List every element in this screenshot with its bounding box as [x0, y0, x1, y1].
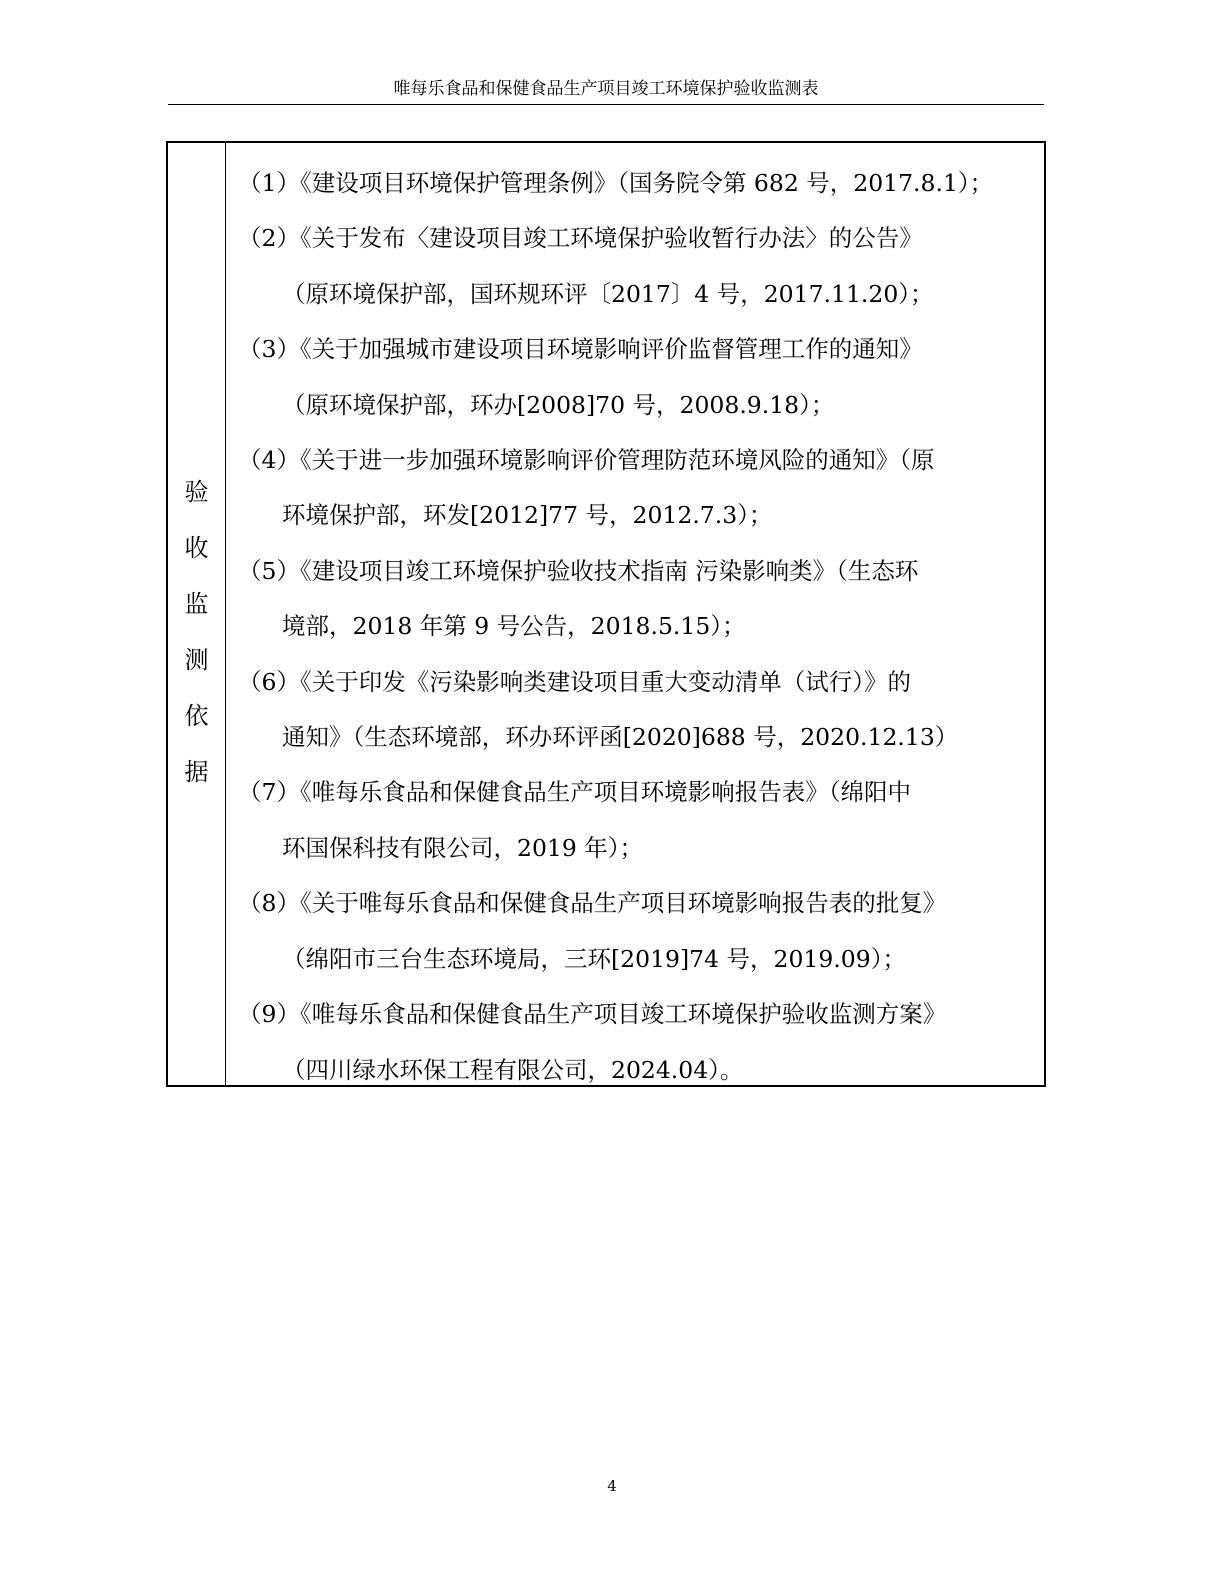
- reference-line-continuation: 通知》（生态环境部，环办环评函[2020]688 号，2020.12.13）: [282, 723, 959, 752]
- label-char: 据: [184, 758, 209, 786]
- reference-line-continuation: （原环境保护部，环办[2008]70 号，2008.9.18）；: [282, 390, 835, 419]
- basis-table: [166, 141, 1046, 1087]
- label-char: 监: [184, 590, 209, 618]
- page-number: 4: [607, 1477, 617, 1495]
- page-header-title: 唯每乐食品和保健食品生产项目竣工环境保护验收监测表: [393, 79, 819, 99]
- reference-line-continuation: 环境保护部，环发[2012]77 号，2012.7.3）；: [282, 501, 773, 530]
- basis-label-cell: [168, 143, 226, 1085]
- reference-line: （7）《唯每乐食品和保健食品生产项目环境影响报告表》（绵阳中: [238, 778, 911, 807]
- reference-line: （8）《关于唯每乐食品和保健食品生产项目环境影响报告表的批复》: [238, 889, 947, 918]
- reference-line-continuation: 境部，2018 年第 9 号公告，2018.5.15）；: [282, 612, 746, 641]
- reference-line-continuation: （原环境保护部，国环规环评〔2017〕4 号，2017.11.20）；: [282, 279, 934, 308]
- reference-line: （6）《关于印发《污染影响类建设项目重大变动清单（试行）》的: [238, 667, 911, 696]
- label-char: 收: [184, 534, 209, 562]
- reference-line: （4）《关于进一步加强环境影响评价管理防范环境风险的通知》（原: [238, 446, 935, 475]
- header-divider: [168, 104, 1044, 105]
- label-char: 测: [184, 646, 209, 674]
- reference-line: （9）《唯每乐食品和保健食品生产项目竣工环境保护验收监测方案》: [238, 1000, 947, 1029]
- label-char: 验: [184, 478, 209, 506]
- reference-line: （2）《关于发布〈建设项目竣工环境保护验收暂行办法〉的公告》: [238, 224, 923, 253]
- reference-line-continuation: （绵阳市三台生态环境局，三环[2019]74 号，2019.09）；: [282, 944, 906, 973]
- reference-line: （3）《关于加强城市建设项目环境影响评价监督管理工作的通知》: [238, 335, 923, 364]
- reference-line: （1）《建设项目环境保护管理条例》（国务院令第 682 号，2017.8.1）；: [238, 169, 994, 197]
- reference-line-continuation: （四川绿水环保工程有限公司，2024.04）。: [282, 1055, 744, 1084]
- label-char: 依: [184, 702, 209, 730]
- basis-content-cell: [226, 143, 1044, 1085]
- reference-line-continuation: 环国保科技有限公司，2019 年）；: [282, 833, 644, 862]
- reference-line: （5）《建设项目竣工环境保护验收技术指南 污染影响类》（生态环: [238, 556, 919, 585]
